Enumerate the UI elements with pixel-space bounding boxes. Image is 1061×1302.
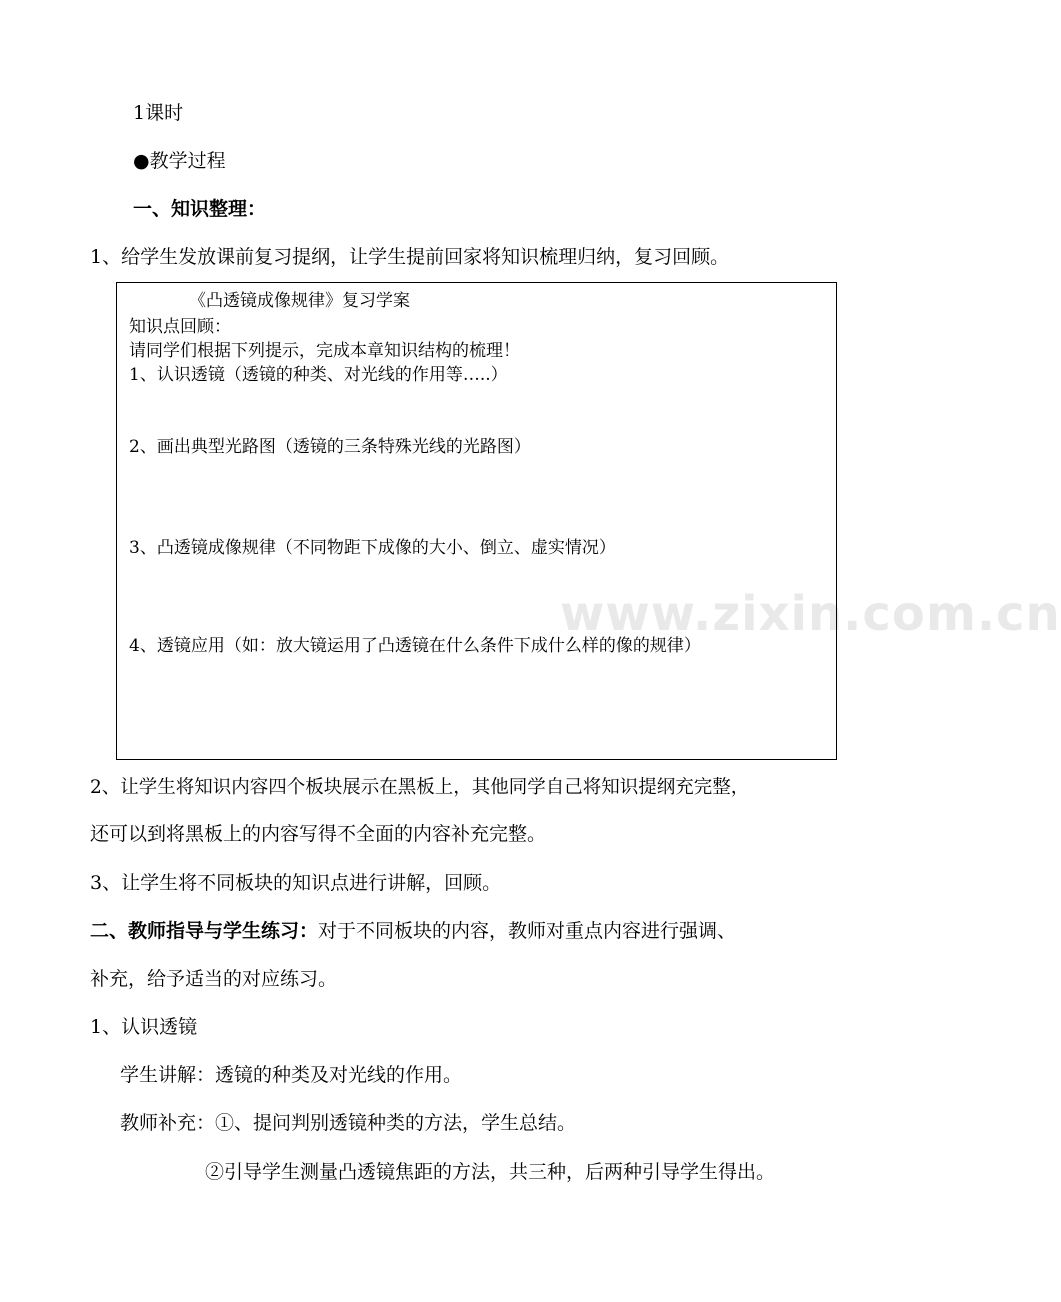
point-2: 2、画出典型光路图（透镜的三条特殊光线的光路图） bbox=[129, 437, 531, 457]
lesson-hours: 1课时 bbox=[133, 102, 184, 124]
item3-text: 3、让学生将不同板块的知识点进行讲解，回顾。 bbox=[90, 872, 502, 894]
section2-line2: 补充，给予适当的对应练习。 bbox=[90, 968, 338, 990]
point-3: 3、凸透镜成像规律（不同物距下成像的大小、倒立、虚实情况） bbox=[129, 538, 616, 558]
sub1-heading: 1、认识透镜 bbox=[90, 1016, 198, 1038]
section1-heading: 一、知识整理： bbox=[133, 198, 267, 220]
section2-line1 bbox=[90, 919, 736, 943]
item2-line2: 还可以到将黑板上的内容写得不全面的内容补充完整。 bbox=[90, 823, 547, 845]
point-1: 1、认识透镜（透镜的种类、对光线的作用等…..） bbox=[129, 365, 508, 385]
teacher-supplement: 教师补充：①、提问判别透镜种类的方法，学生总结。 bbox=[120, 1112, 577, 1134]
item1-text: 1、给学生发放课前复习提纲，让学生提前回家将知识梳理归纳，复习回顾。 bbox=[90, 246, 730, 268]
review-label: 知识点回顾： bbox=[129, 317, 231, 337]
point-4: 4、透镜应用（如：放大镜运用了凸透镜在什么条件下成什么样的像的规律） bbox=[129, 636, 701, 656]
review-worksheet-box bbox=[116, 282, 837, 760]
teacher-supplement-2: ②引导学生测量凸透镜焦距的方法，共三种，后两种引导学生得出。 bbox=[205, 1161, 776, 1183]
item2-line1: 2、让学生将知识内容四个板块展示在黑板上，其他同学自己将知识提纲充完整， bbox=[90, 777, 750, 798]
student-explain: 学生讲解：透镜的种类及对光线的作用。 bbox=[120, 1064, 463, 1086]
watermark: www.zixin.com.cn bbox=[560, 586, 1061, 642]
section2-text: 对于不同板块的内容，教师对重点内容进行强调、 bbox=[318, 920, 737, 942]
worksheet-title: 《凸透镜成像规律》复习学案 bbox=[189, 291, 410, 311]
section2-heading: 二、教师指导与学生练习： bbox=[90, 920, 319, 942]
instruction-text: 请同学们根据下列提示，完成本章知识结构的梳理！ bbox=[129, 341, 520, 361]
process-heading: ●教学过程 bbox=[133, 150, 226, 172]
